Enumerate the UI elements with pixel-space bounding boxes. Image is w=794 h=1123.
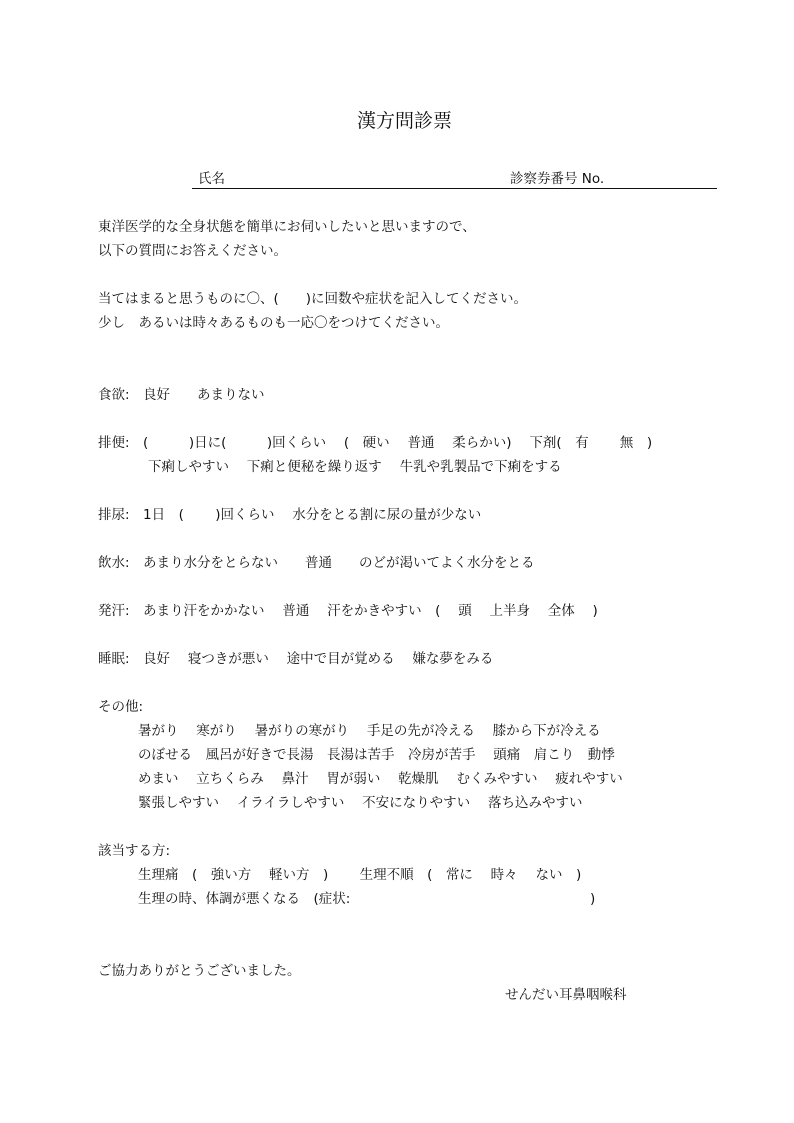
sweat-question: 発汗: あまり汗をかかない 普通 汗をかきやすい ( 頭 上半身 全体 ) bbox=[98, 603, 598, 619]
other-label: その他: bbox=[98, 699, 144, 715]
thanks-message: ご協力ありがとうございました。 bbox=[98, 963, 301, 979]
other-line-2: のぼせる 風呂が好きで長湯 長湯は苦手 冷房が苦手 頭痛 肩こり 動悸 bbox=[138, 747, 615, 763]
water-question: 飲水: あまり水分をとらない 普通 のどが渇いてよく水分をとる bbox=[98, 555, 535, 571]
page-title: 漢方問診票 bbox=[357, 110, 453, 132]
female-line-1: 生理痛 ( 強い方 軽い方 ) 生理不順 ( 常に 時々 ない ) bbox=[138, 867, 582, 883]
intro-line-2: 以下の質問にお答えください。 bbox=[98, 243, 287, 259]
other-line-1: 暑がり 寒がり 暑がりの寒がり 手足の先が冷える 膝から下が冷える bbox=[138, 723, 601, 739]
female-label: 該当する方: bbox=[98, 843, 171, 859]
stool-question-options: 下痢しやすい 下痢と便秘を繰り返す 牛乳や乳製品で下痢をする bbox=[148, 459, 562, 475]
female-line-2: 生理の時、体調が悪くなる (症状: bbox=[138, 891, 351, 907]
female-line-2-close-paren: ) bbox=[590, 891, 596, 907]
name-label: 氏名 bbox=[198, 171, 225, 187]
clinic-name: せんだい耳鼻咽喉科 bbox=[505, 987, 627, 1003]
card-number-label: 診察券番号 No. bbox=[510, 171, 605, 187]
intro-line-1: 東洋医学的な全身状態を簡単にお伺いしたいと思いますので、 bbox=[98, 219, 476, 235]
header-underline bbox=[192, 188, 717, 189]
instruction-line-2: 少し あるいは時々あるものも一応〇をつけてください。 bbox=[98, 315, 449, 331]
other-line-3: めまい 立ちくらみ 鼻汁 胃が弱い 乾燥肌 むくみやすい 疲れやすい bbox=[138, 771, 623, 787]
other-line-4: 緊張しやすい イライラしやすい 不安になりやすい 落ち込みやすい bbox=[138, 795, 583, 811]
urine-question: 排尿: 1日 ( )回くらい 水分をとる割に尿の量が少ない bbox=[98, 507, 482, 523]
appetite-question: 食欲: 良好 あまりない bbox=[98, 387, 265, 403]
stool-question: 排便: ( )日に( )回くらい ( 硬い 普通 柔らかい) 下剤( 有 無 ) bbox=[98, 435, 653, 451]
instruction-line-1: 当てはまると思うものに〇、( )に回数や症状を記入してください。 bbox=[98, 291, 528, 307]
sleep-question: 睡眠: 良好 寝つきが悪い 途中で目が覚める 嫌な夢をみる bbox=[98, 651, 494, 667]
